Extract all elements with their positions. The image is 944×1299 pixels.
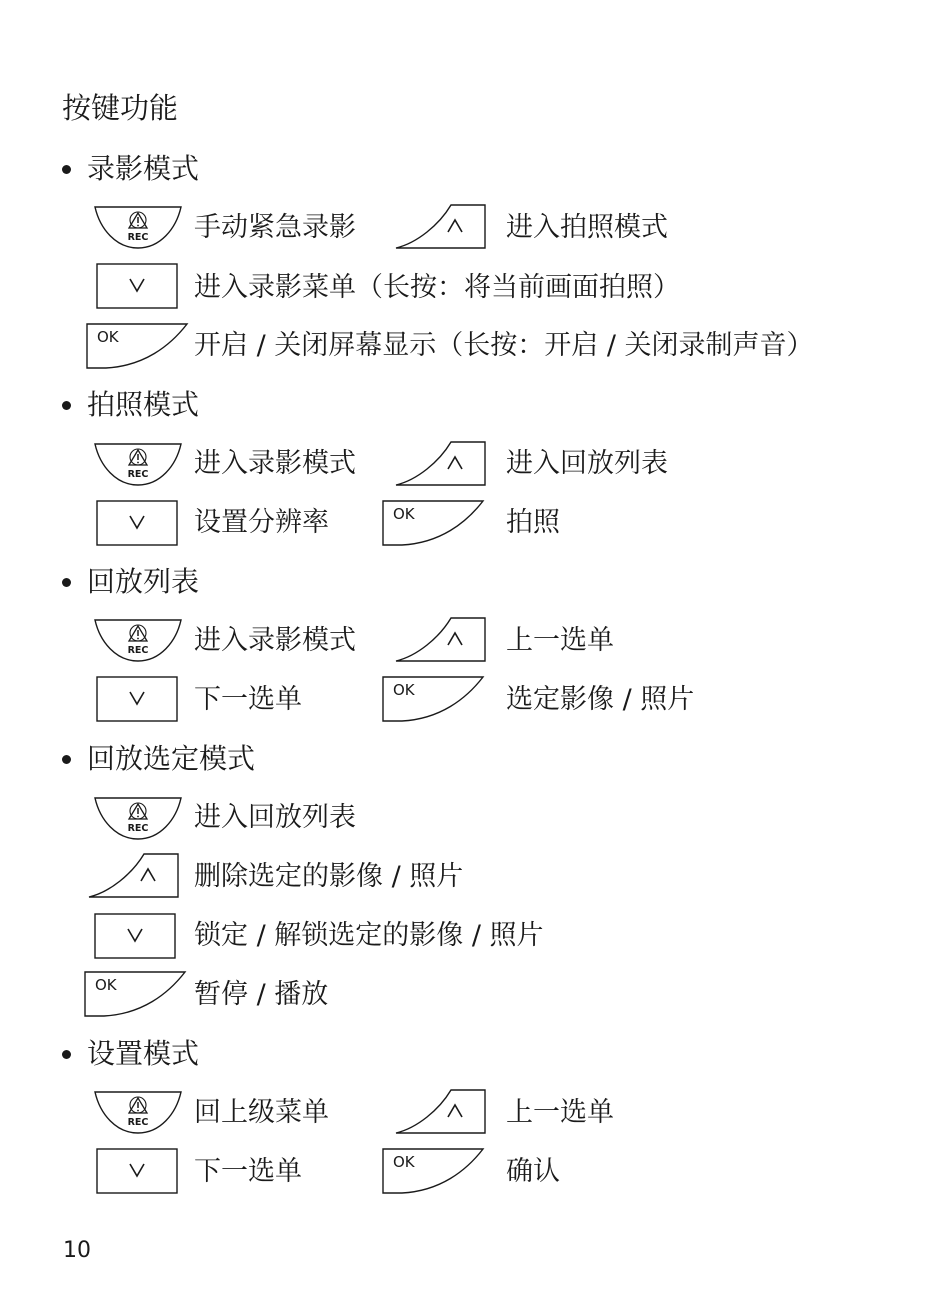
bullet-dot: [62, 165, 71, 174]
ok-button-icon: [86, 322, 190, 370]
section-playback-select-mode: [62, 739, 255, 779]
bullet-dot: [62, 401, 71, 410]
down-button-icon: [94, 912, 176, 960]
ok-button-icon: [84, 970, 188, 1018]
bullet-dot: [62, 578, 71, 587]
up-key-description: 进入回放列表: [506, 448, 668, 479]
ok-button-icon: [382, 675, 486, 723]
page-title: 按键功能: [62, 91, 179, 125]
page-number: 10: [63, 1238, 91, 1263]
section-title: 回放选定模式: [87, 742, 256, 775]
up-button-icon: [393, 440, 487, 488]
down-button-icon: [96, 1147, 178, 1195]
down-key-description: 进入录影菜单（长按：将当前画面拍照）: [194, 272, 680, 303]
ok-button-icon: [382, 1147, 486, 1195]
up-key-description: 进入拍照模式: [506, 212, 668, 243]
section-photo-mode: [62, 385, 199, 425]
section-title: 拍照模式: [87, 388, 200, 421]
rec-button-icon: [92, 794, 184, 842]
ok-key-description: 暂停 / 播放: [194, 979, 329, 1010]
section-settings-mode: [62, 1034, 199, 1074]
up-button-icon: [393, 1088, 487, 1136]
rec-button-icon: [92, 440, 184, 488]
up-key-description: 删除选定的影像 / 照片: [194, 861, 464, 892]
up-key-description: 上一选单: [506, 1097, 614, 1128]
section-title: 回放列表: [87, 565, 200, 598]
rec-key-description: 进入回放列表: [194, 802, 356, 833]
rec-button-icon: [92, 1088, 184, 1136]
ok-key-description: 确认: [506, 1156, 560, 1187]
rec-button-icon: [92, 616, 184, 664]
rec-key-description: 回上级菜单: [194, 1097, 329, 1128]
rec-button-icon: [92, 203, 184, 251]
down-button-icon: [96, 262, 178, 310]
rec-key-description: 进入录影模式: [194, 448, 356, 479]
up-key-description: 上一选单: [506, 625, 614, 656]
down-button-icon: [96, 675, 178, 723]
up-button-icon: [393, 616, 487, 664]
bullet-dot: [62, 1050, 71, 1059]
rec-key-description: 进入录影模式: [194, 625, 356, 656]
ok-key-description: 选定影像 / 照片: [506, 684, 695, 715]
section-title: 录影模式: [87, 152, 200, 185]
ok-key-description: 拍照: [506, 507, 560, 538]
down-key-description: 下一选单: [194, 1156, 302, 1187]
down-key-description: 锁定 / 解锁选定的影像 / 照片: [194, 920, 544, 951]
section-record-mode: [62, 149, 199, 189]
section-title: 设置模式: [87, 1037, 200, 1070]
down-key-description: 设置分辨率: [194, 507, 329, 538]
section-playback-list: [62, 562, 199, 602]
ok-key-description: 开启 / 关闭屏幕显示（长按：开启 / 关闭录制声音）: [194, 330, 814, 361]
ok-button-icon: [382, 499, 486, 547]
rec-key-description: 手动紧急录影: [194, 212, 356, 243]
up-button-icon: [393, 203, 487, 251]
bullet-dot: [62, 755, 71, 764]
up-button-icon: [86, 852, 180, 900]
down-key-description: 下一选单: [194, 684, 302, 715]
down-button-icon: [96, 499, 178, 547]
